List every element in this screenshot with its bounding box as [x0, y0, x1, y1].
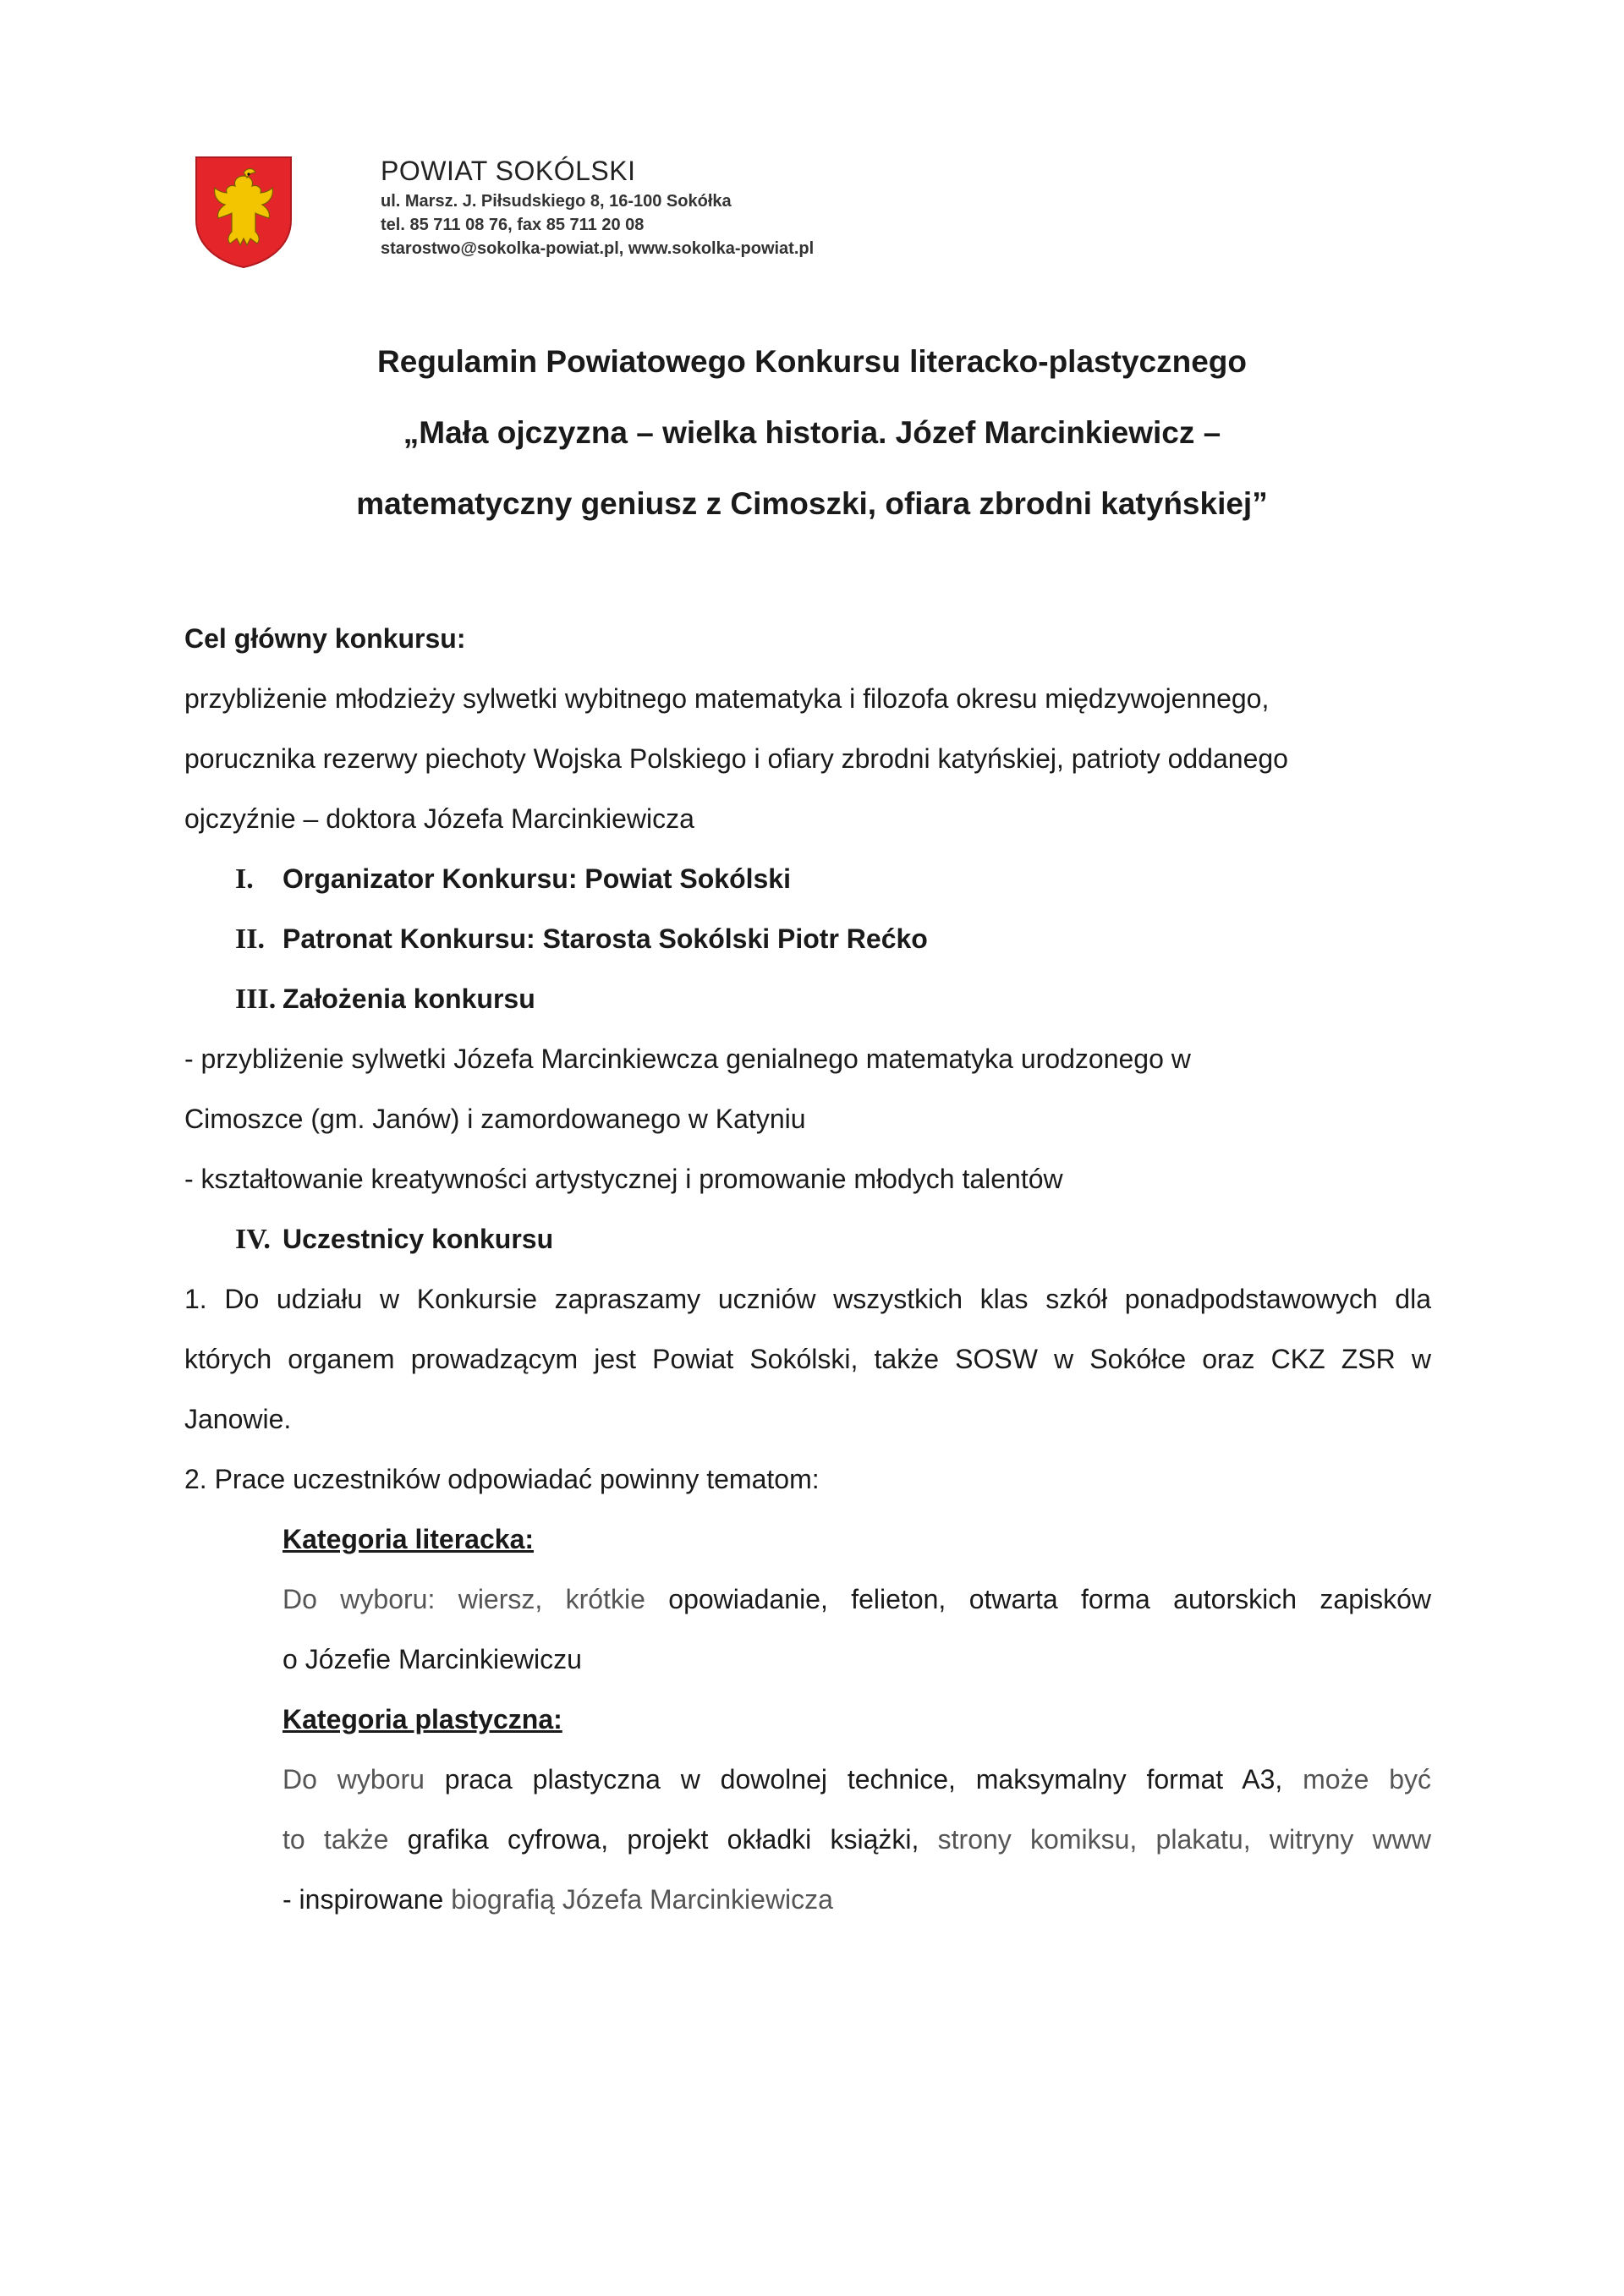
literary-category	[184, 1510, 1453, 1570]
visual-line-1	[184, 1750, 1431, 1810]
participants-line-1: 1. Do udziału w Konkursie zapraszamy uczniów wszystkich klas szkół ponadpodstawowych dla	[184, 1284, 1431, 1314]
title-line-1: Regulamin Powiatowego Konkursu literacko-plastycznego	[377, 344, 1247, 379]
section-numeral: I.	[235, 863, 254, 895]
document-body	[184, 609, 1453, 1930]
goal-text-line-1: przybliżenie młodzieży sylwetki wybitnego matematyka i filozofa okresu międzywojennego,	[184, 683, 1270, 714]
literary-text: opowiadanie, felieton, otwarta forma autorskich zapisków	[645, 1584, 1431, 1614]
visual-text-grey: strony komiksu, plakatu, witryny www	[937, 1824, 1432, 1855]
participants-topics: 2. Prace uczestników odpowiadać powinny tematom:	[184, 1464, 820, 1494]
visual-text-grey: może być	[1303, 1764, 1432, 1795]
organization-contact: starostwo@sokolka-powiat.pl, www.sokolka-powiat.pl	[381, 239, 815, 258]
section-numeral: II.	[235, 923, 265, 955]
participants-line-3: Janowie.	[184, 1404, 292, 1434]
section-assumptions	[184, 969, 1453, 1029]
visual-category	[184, 1690, 1453, 1750]
literary-text-grey: Do wyboru: wiersz, krótkie	[283, 1584, 645, 1614]
section-title: Organizator Konkursu: Powiat Sokólski	[283, 863, 791, 894]
section-title: Patronat Konkursu: Starosta Sokólski Piotr Rećko	[283, 923, 928, 954]
organization-address: ul. Marsz. J. Piłsudskiego 8, 16-100 Sokółka	[381, 192, 732, 211]
literary-line-1	[184, 1570, 1431, 1630]
assumption-line-1: - przybliżenie sylwetki Józefa Marcinkiewcza genialnego matematyka urodzonego w	[184, 1044, 1191, 1074]
goal-text-line-2: porucznika rezerwy piechoty Wojska Polskiego i ofiary zbrodni katyńskiej, patrioty oddanego	[184, 743, 1288, 774]
title-line-3: matematyczny geniusz z Cimoszki, ofiara zbrodni katyńskiej”	[356, 486, 1268, 521]
goal-heading: Cel główny konkursu:	[184, 623, 466, 654]
organization-name: POWIAT SOKÓLSKI	[381, 156, 636, 186]
section-participants	[184, 1209, 1453, 1269]
coat-of-arms-logo	[193, 154, 294, 269]
organization-header	[381, 157, 814, 264]
literary-category-heading: Kategoria literacka:	[283, 1524, 535, 1554]
literary-line-2: o Józefie Marcinkiewiczu	[283, 1644, 582, 1674]
visual-text-grey: biografią Józefa Marcinkiewicza	[451, 1884, 833, 1915]
title-line-2: „Mała ojczyzna – wielka historia. Józef Marcinkiewicz –	[403, 415, 1221, 450]
section-numeral: III.	[235, 984, 277, 1015]
visual-category-heading: Kategoria plastyczna:	[283, 1704, 562, 1734]
assumption-line-3: - kształtowanie kreatywności artystycznej i promowanie młodych talentów	[184, 1164, 1063, 1194]
section-numeral: IV.	[235, 1224, 271, 1255]
assumption-line-2: Cimoszce (gm. Janów) i zamordowanego w Katyniu	[184, 1104, 806, 1134]
section-patronage	[184, 909, 1453, 969]
goal-text-line-3: ojczyźnie – doktora Józefa Marcinkiewicza	[184, 803, 694, 834]
visual-text: - inspirowane	[283, 1884, 452, 1915]
organization-phone: tel. 85 711 08 76, fax 85 711 20 08	[381, 216, 645, 234]
visual-line-3	[184, 1870, 1453, 1930]
visual-text-grey: to także	[283, 1824, 389, 1855]
visual-text: praca plastyczna w dowolnej technice, maksymalny format A3,	[424, 1764, 1303, 1795]
section-title: Uczestnicy konkursu	[283, 1224, 554, 1254]
section-title: Założenia konkursu	[283, 984, 535, 1014]
participants-line-2: których organem prowadzącym jest Powiat Sokólski, także SOSW w Sokółce oraz CKZ ZSR w	[184, 1344, 1431, 1374]
section-organizer	[184, 849, 1453, 909]
visual-text-grey: Do wyboru	[283, 1764, 425, 1795]
visual-text: grafika cyfrowa, projekt okładki książki,	[388, 1824, 938, 1855]
document-title	[0, 337, 1624, 550]
visual-line-2	[184, 1810, 1431, 1870]
